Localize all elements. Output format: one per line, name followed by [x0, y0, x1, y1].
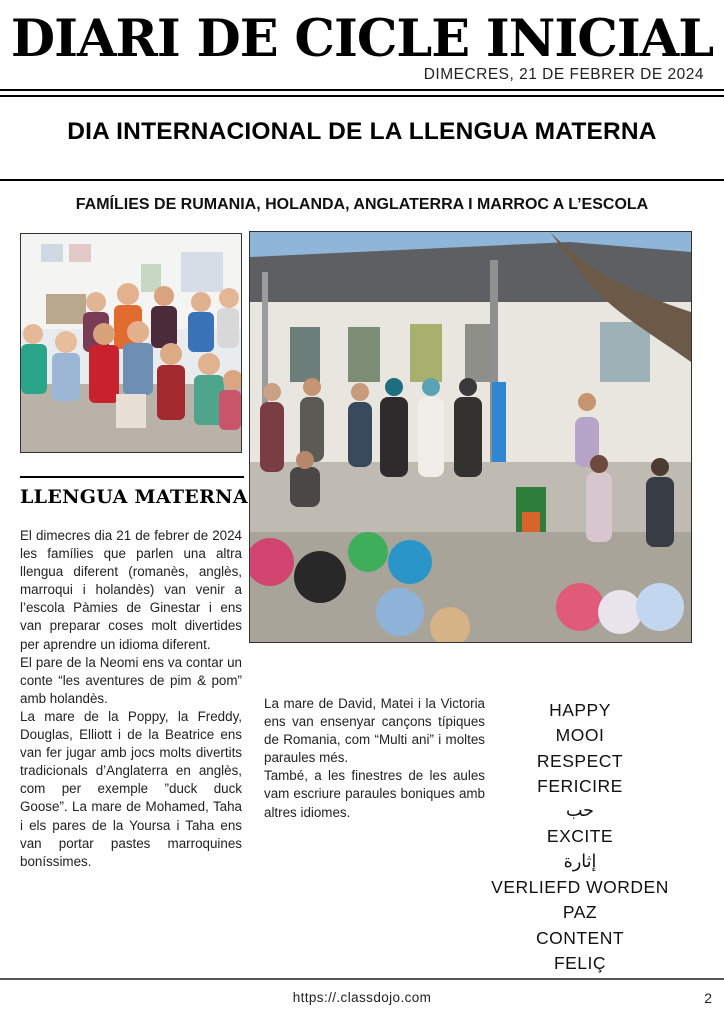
families-playground-photo [249, 231, 692, 643]
word-item: MOOI [555, 725, 605, 746]
word-item: حب [565, 801, 594, 822]
word-item: EXCITE [546, 826, 614, 847]
word-item: إثارة [563, 851, 597, 872]
article-column-1 [20, 527, 242, 871]
newspaper-title: DIARI DE CICLE INICIAL [10, 9, 714, 69]
section-rule [20, 476, 244, 478]
multilingual-words-list [478, 698, 682, 976]
paragraph-families: El dimecres dia 21 de febrer de 2024 les famílies que parlen una altra llengua diferent (romanès, anglès, marroqui i holandès) van venir a l’escola Pàmies de Ginestar i ens van preparar coses molt divertides per aprendre un idioma diferent. [20, 528, 242, 652]
footer-url-link[interactable]: https://.classdojo.com [292, 990, 432, 1005]
headline-rule [0, 179, 724, 181]
paragraph-romania: La mare de David, Matei i la Victoria ens van ensenyar cançons típiques de Romania, com “Multi ani” i moltes paraules més. [264, 696, 485, 766]
word-item: VERLIEFD WORDEN [491, 877, 669, 898]
page-number: 2 [704, 990, 712, 1006]
word-item: RESPECT [536, 750, 624, 771]
word-item: FELIÇ [553, 952, 607, 973]
paragraph-neomi: El pare de la Neomi ens va contar un conte “les aventures de pim & pom” amb holandès. [20, 654, 242, 706]
word-item: HAPPY [549, 700, 611, 720]
section-title: LLENGUA MATERNA [20, 486, 248, 508]
issue-date: DIMECRES, 21 DE FEBRER DE 2024 [423, 66, 704, 83]
word-item: CONTENT [535, 927, 625, 948]
article-column-2 [264, 695, 485, 822]
footer-rule [0, 978, 724, 980]
word-item: PAZ [562, 902, 598, 923]
word-item: FERICIRE [537, 775, 623, 796]
masthead-rule-top [0, 89, 724, 91]
children-group-photo [20, 233, 242, 453]
families-playground-illustration [250, 232, 691, 642]
paragraph-england-morocco: La mare de la Poppy, la Freddy, Douglas, Elliott i de la Beatrice ens van fer jugar amb jocs molts divertits tradicionals d’Anglaterra en anglès, com per exemple ”duck duck Goose”. La mare de Mohamed, Taha i els pares de la Yoursa i Taha ens van portar pastes marroquines boníssimes. [20, 708, 242, 869]
article-headline: DIA INTERNACIONAL DE LA LLENGUA MATERNA [67, 118, 657, 145]
article-subheadline: FAMÍLIES DE RUMANIA, HOLANDA, ANGLATERRA I MARROC A L’ESCOLA [75, 196, 649, 213]
children-group-illustration [21, 234, 241, 452]
paragraph-windows: També, a les finestres de les aules vam escriure paraules boniques amb altres idiomes. [264, 768, 485, 820]
masthead-rule-bottom [0, 95, 724, 97]
